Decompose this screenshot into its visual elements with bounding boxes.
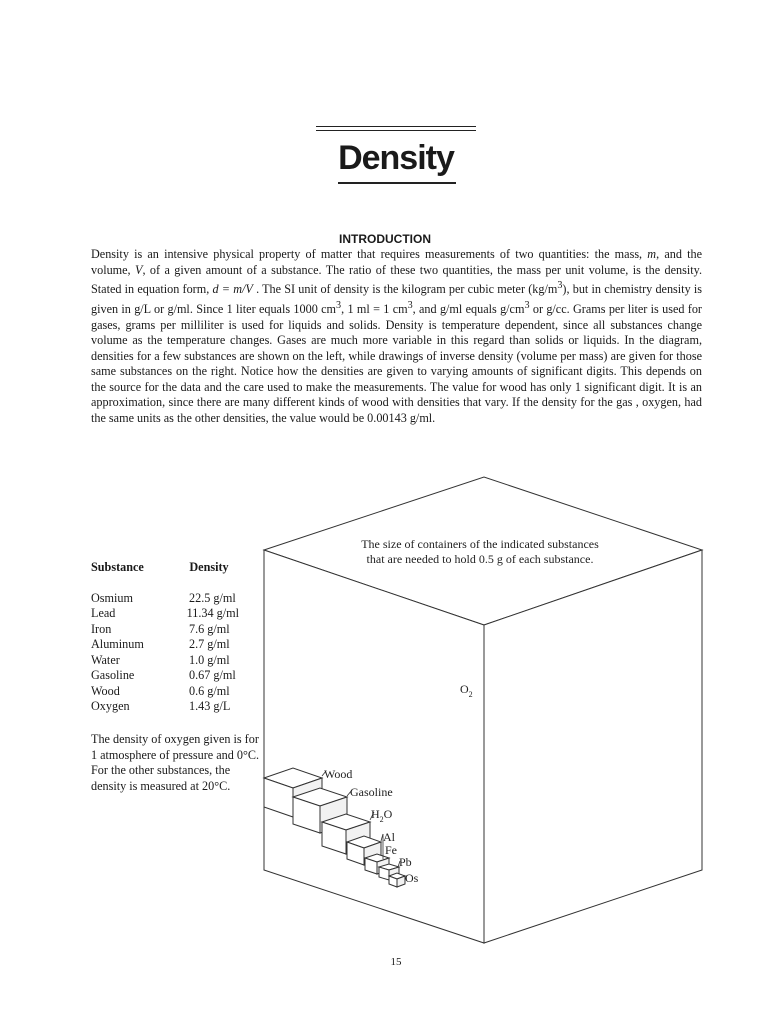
intro-text: , of a given amount of a substance. The ratio of these two quantities, the mass per unit volume, is the density. Stated in equation form, [91,262,702,297]
intro-text: Density is an intensive physical property of matter that requires measurements of two quantities: the mass, [91,247,648,261]
label-gasoline: Gasoline [350,785,393,799]
density-value: 1.0 g/ml [189,652,230,667]
oxygen-note: The density of oxygen given is for 1 atmosphere of pressure and 0°C. For the other substances, the density is measured at 20°C. [91,732,260,793]
cell-substance: Aluminum [91,637,144,651]
title-rule-top [316,126,476,127]
diagram-caption-line1: The size of containers of the indicated substances [361,537,599,551]
cell-substance: Wood [91,683,120,698]
title-rule-top-2 [316,130,476,131]
label-os: Os [405,871,419,885]
density-value: 2.7 g/ml [189,637,230,651]
intro-text: , 1 ml = 1 cm [341,301,408,316]
intro-paragraph [91,247,702,427]
density-table [91,560,261,715]
section-heading: INTRODUCTION [339,232,431,246]
header-substance: Substance [91,560,144,574]
density-value: 0.6 g/ml [189,683,230,698]
density-value: 7.6 g/ml [189,621,230,636]
table-row [91,699,261,715]
diagram-caption-line2: that are needed to hold 0.5 g of each substance. [366,552,594,566]
intro-text: , and g/ml equals g/cm [412,301,525,316]
intro-var-m: m [647,247,657,261]
cell-density [179,653,239,669]
cell-substance: Iron [91,621,112,636]
density-value: 11.34 g/ml [186,606,239,620]
density-value: 1.43 g/L [189,699,231,713]
table-row [91,653,261,669]
intro-text: . The SI unit of density is the kilogram per cubic meter (kg/m [252,282,558,297]
label-fe: Fe [385,843,397,857]
density-value: 0.67 g/ml [189,668,236,682]
intro-sup: 3 [524,299,530,311]
intro-sup: 3 [557,280,563,292]
cell-density [179,606,239,622]
cell-substance: Oxygen [91,699,130,713]
cell-substance: Gasoline [91,668,135,682]
label-o2: $O_2$ [460,682,473,699]
osmium-cube [389,873,405,887]
table-row [91,606,261,622]
label-al: Al [383,830,395,844]
title-rule-bottom [338,182,456,184]
label-h2o: $H_2O$ [371,807,393,824]
page-number: 15 [390,956,402,968]
intro-text: , and the volume, [91,247,702,277]
intro-var-v: V [135,262,143,277]
table-row [91,637,261,653]
title-block [316,126,476,190]
cell-density [179,668,239,684]
table-row [91,668,261,684]
intro-sup: 3 [336,299,342,311]
cell-substance: Osmium [91,590,133,605]
table-row [91,591,261,607]
header-density: Density [189,560,229,574]
cell-substance: Lead [91,606,116,620]
cell-density [179,622,239,638]
label-pb: Pb [399,855,412,869]
cell-density [179,684,239,700]
intro-text: ), but in chemistry density is given in g/L or g/ml. Since 1 liter equals 1000 cm [91,282,702,316]
cell-density [179,637,239,653]
table-header [91,560,261,576]
table-row [91,622,261,638]
density-value: 22.5 g/ml [189,590,236,605]
page-title: Density [338,139,454,177]
table-row [91,684,261,700]
cell-density [179,591,239,607]
table-body [91,591,261,715]
intro-equation: d = m/V [212,282,253,297]
intro-text: or g/cc. Grams per liter is used for gases, grams per milliliter is used for liquids and solids. Density is temperature dependent, since all substances change volume as the temperature changes. Gases are much more variable in this regard than solids or liquids. In the diagram, densities for a few substances are shown on the left, while drawings of inverse density (volume per mass) are given for those same substances on the right. Notice how the densities are given to varying amounts of significant digits. This depends on the source for the data and the care used to make the measurements. The value for wood has only 1 significant digit. It is an approximation, since there are many different kinds of wood with densities that vary. If the density for the gas , oxygen, had the same units as the other densities, the value would be 0.00143 g/ml. [91,301,702,426]
cell-density [179,699,239,715]
cell-substance: Water [91,652,120,667]
label-wood: Wood [324,767,353,781]
intro-sup: 3 [407,299,413,311]
